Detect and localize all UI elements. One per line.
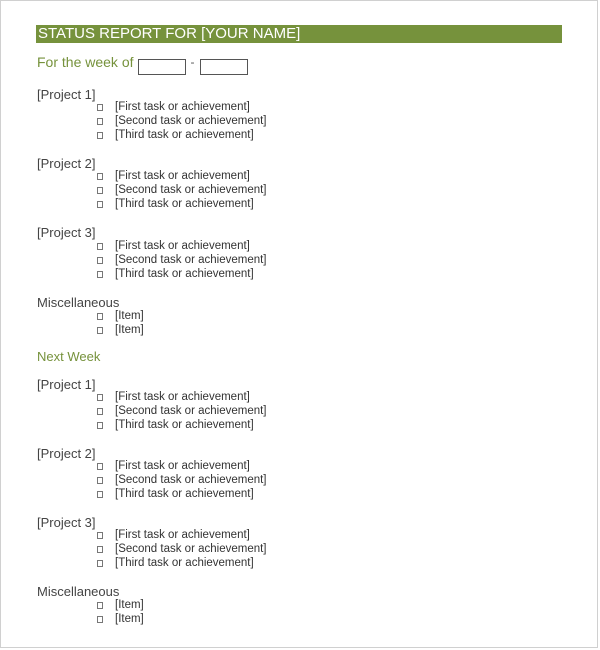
this-week-project-2-tasks: [97, 169, 267, 211]
checkbox-icon[interactable]: [97, 477, 103, 484]
task-item: [97, 473, 267, 487]
task-text: [Third task or achievement]: [115, 419, 254, 431]
checkbox-icon[interactable]: [97, 327, 103, 334]
next-week-misc-items: [97, 598, 144, 626]
task-text: [Second task or achievement]: [115, 254, 267, 266]
task-text: [Second task or achievement]: [115, 405, 267, 417]
task-text: [Third task or achievement]: [115, 488, 254, 500]
this-week-misc-items: [97, 309, 144, 337]
misc-item: [97, 309, 144, 323]
week-end-date-field[interactable]: [200, 59, 248, 75]
task-item: [97, 487, 267, 501]
this-week-project-1-tasks: [97, 100, 267, 142]
task-item: [97, 267, 267, 281]
this-week-misc-title: Miscellaneous: [37, 295, 120, 310]
task-item: [97, 114, 267, 128]
checkbox-icon[interactable]: [97, 394, 103, 401]
checkbox-icon[interactable]: [97, 422, 103, 429]
task-item: [97, 253, 267, 267]
task-text: [Second task or achievement]: [115, 543, 267, 555]
this-week-project-3-title: [Project 3]: [37, 225, 96, 240]
task-text: [First task or achievement]: [115, 101, 250, 113]
task-item: [97, 528, 267, 542]
task-item: [97, 418, 267, 432]
task-item: [97, 197, 267, 211]
misc-item-text: [Item]: [115, 324, 144, 336]
checkbox-icon[interactable]: [97, 463, 103, 470]
checkbox-icon[interactable]: [97, 201, 103, 208]
checkbox-icon[interactable]: [97, 132, 103, 139]
next-week-project-3-title: [Project 3]: [37, 515, 96, 530]
task-item: [97, 239, 267, 253]
next-week-project-2-title: [Project 2]: [37, 446, 96, 461]
misc-item-text: [Item]: [115, 613, 144, 625]
misc-item: [97, 598, 144, 612]
task-text: [First task or achievement]: [115, 391, 250, 403]
task-text: [Third task or achievement]: [115, 268, 254, 280]
task-text: [First task or achievement]: [115, 240, 250, 252]
misc-item-text: [Item]: [115, 310, 144, 322]
week-separator: -: [190, 55, 195, 69]
next-week-project-2-tasks: [97, 459, 267, 501]
checkbox-icon[interactable]: [97, 271, 103, 278]
task-item: [97, 459, 267, 473]
checkbox-icon[interactable]: [97, 602, 103, 609]
task-item: [97, 404, 267, 418]
task-item: [97, 100, 267, 114]
this-week-project-3-tasks: [97, 239, 267, 281]
task-text: [Second task or achievement]: [115, 474, 267, 486]
task-item: [97, 169, 267, 183]
next-week-heading: Next Week: [37, 349, 101, 364]
checkbox-icon[interactable]: [97, 118, 103, 125]
this-week-project-1-title: [Project 1]: [37, 87, 96, 102]
task-text: [Second task or achievement]: [115, 115, 267, 127]
week-start-date-field[interactable]: [138, 59, 186, 75]
checkbox-icon[interactable]: [97, 104, 103, 111]
task-item: [97, 556, 267, 570]
checkbox-icon[interactable]: [97, 313, 103, 320]
next-week-project-3-tasks: [97, 528, 267, 570]
week-label: For the week of: [37, 54, 134, 70]
next-week-project-1-title: [Project 1]: [37, 377, 96, 392]
checkbox-icon[interactable]: [97, 546, 103, 553]
task-text: [First task or achievement]: [115, 529, 250, 541]
checkbox-icon[interactable]: [97, 257, 103, 264]
task-item: [97, 183, 267, 197]
checkbox-icon[interactable]: [97, 187, 103, 194]
this-week-project-2-title: [Project 2]: [37, 156, 96, 171]
misc-item: [97, 323, 144, 337]
task-text: [Third task or achievement]: [115, 557, 254, 569]
task-item: [97, 390, 267, 404]
next-week-misc-title: Miscellaneous: [37, 584, 120, 599]
checkbox-icon[interactable]: [97, 560, 103, 567]
report-title: STATUS REPORT FOR [YOUR NAME]: [36, 25, 562, 43]
task-item: [97, 128, 267, 142]
checkbox-icon[interactable]: [97, 616, 103, 623]
task-text: [First task or achievement]: [115, 170, 250, 182]
week-row: [37, 53, 248, 75]
checkbox-icon[interactable]: [97, 243, 103, 250]
checkbox-icon[interactable]: [97, 408, 103, 415]
misc-item: [97, 612, 144, 626]
checkbox-icon[interactable]: [97, 491, 103, 498]
misc-item-text: [Item]: [115, 599, 144, 611]
task-text: [Third task or achievement]: [115, 198, 254, 210]
checkbox-icon[interactable]: [97, 173, 103, 180]
next-week-project-1-tasks: [97, 390, 267, 432]
task-text: [Second task or achievement]: [115, 184, 267, 196]
checkbox-icon[interactable]: [97, 532, 103, 539]
task-item: [97, 542, 267, 556]
task-text: [First task or achievement]: [115, 460, 250, 472]
task-text: [Third task or achievement]: [115, 129, 254, 141]
